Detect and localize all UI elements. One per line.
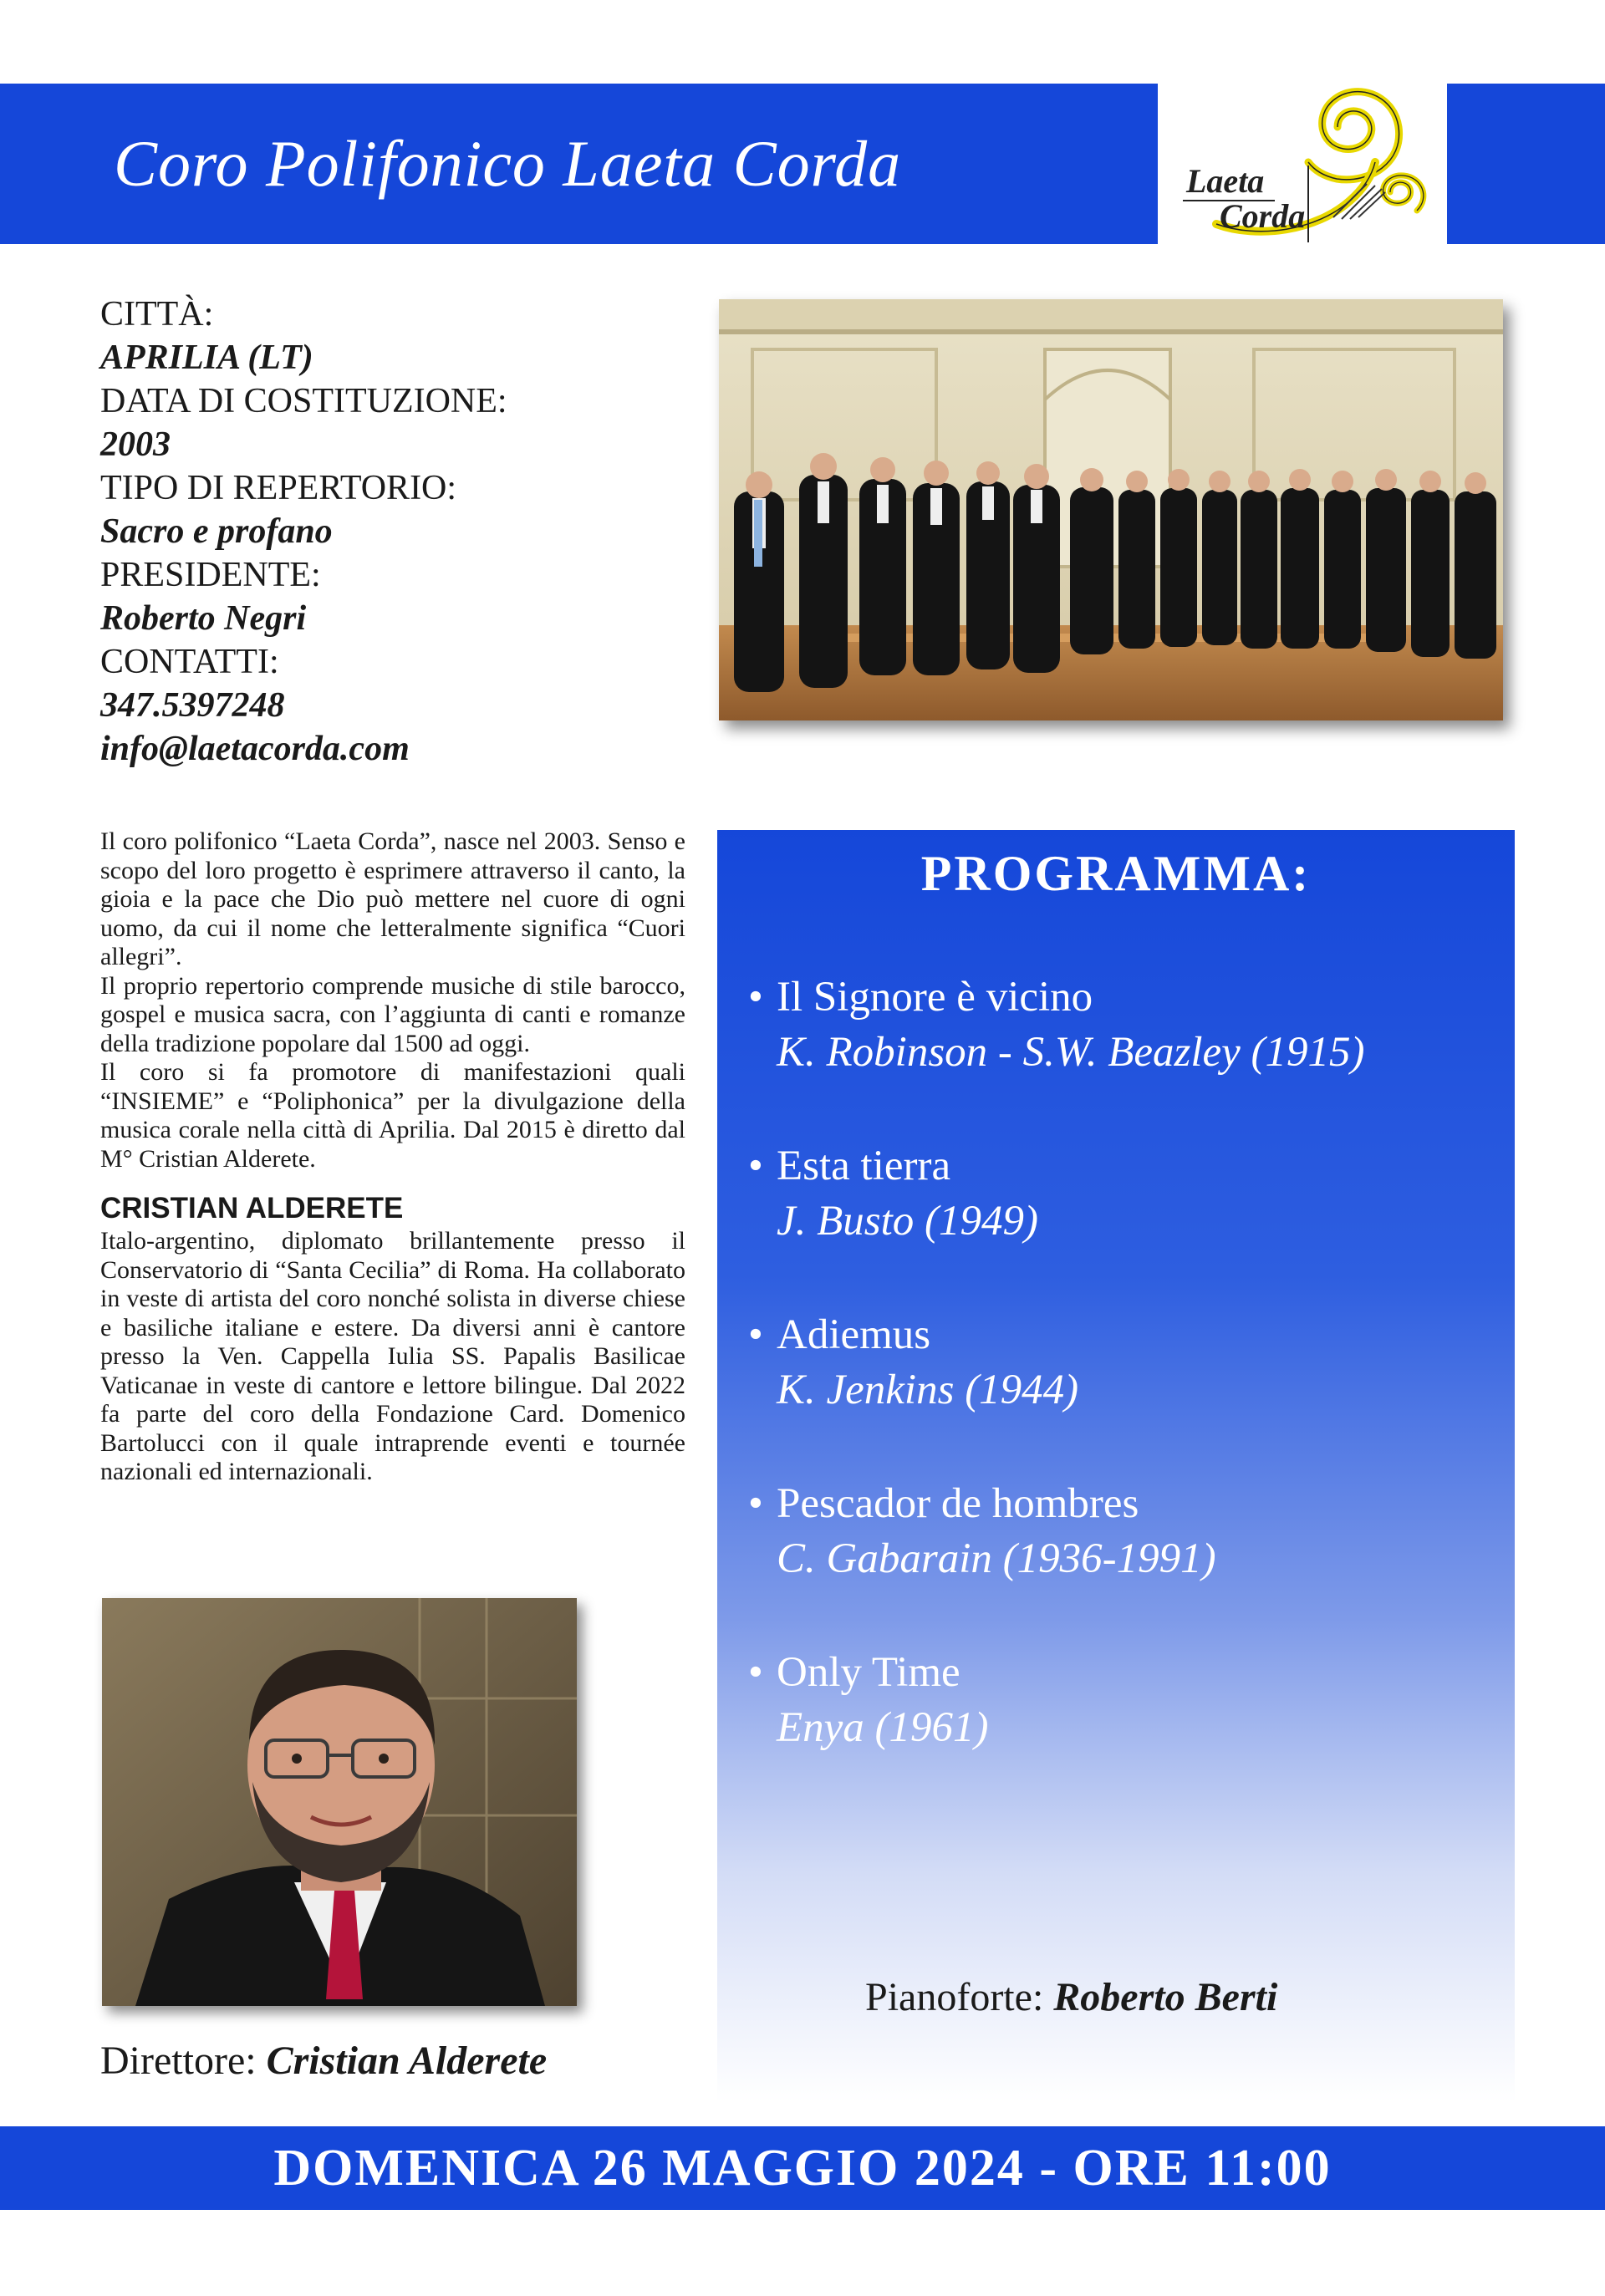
program-item-title: Pescador de hombres: [777, 1480, 1139, 1527]
president-label: PRESIDENTE:: [100, 556, 321, 594]
email-link[interactable]: info@laetacorda.com: [100, 730, 410, 768]
pianist-credit: [865, 1973, 1277, 2023]
program-item-title: Esta tierra: [777, 1143, 951, 1189]
program-item-title: Il Signore è vicino: [777, 974, 1093, 1021]
director-photo: [102, 1598, 577, 2006]
program-item: [748, 1307, 1501, 1418]
event-date-banner: DOMENICA 26 MAGGIO 2024 - ORE 11:00: [0, 2126, 1605, 2210]
bullet-icon: •: [748, 1480, 763, 1527]
bullet-icon: •: [748, 974, 763, 1021]
director-heading: CRISTIAN ALDERETE: [100, 1192, 404, 1224]
director-caption-name: Cristian Alderete: [266, 2039, 548, 2083]
program-item: [748, 1476, 1501, 1586]
bio-section: [100, 827, 685, 1487]
choir-photo: [719, 299, 1503, 720]
choir-paragraph: Il coro polifonico “Laeta Corda”, nasce nel 2003. Senso e scopo del loro progetto è esprimere attraverso il canto, la gioia e la pace che Dio può mettere nel cuore di ogni uomo, da cui il nome che letteralmente significa “Cuori allegri”.: [100, 827, 685, 970]
director-paragraph: Italo-argentino, diplomato brillantemente presso il Conservatorio di “Santa Cecilia” di Roma. Ha collaborato in veste di artista del coro nonché solista in diverse chiese e basiliche italiane e estere. Da diversi anni è cantore presso la Ven. Cappella Iulia SS. Papalis Basilicae Vaticanae in veste di cantore e lettore bilingue. Dal 2022 fa parte del coro della Fondazione Card. Domenico Bartolucci con il quale intraprende eventi e tournée nazionali ed internazionali.: [100, 1227, 685, 1485]
city-value: APRILIA (LT): [100, 339, 313, 377]
repertoire-label: TIPO DI REPERTORIO:: [100, 469, 457, 507]
program-heading: PROGRAMMA:: [920, 846, 1312, 901]
contacts-label: CONTATTI:: [100, 643, 279, 681]
founded-value: 2003: [100, 425, 171, 464]
choir-info: [100, 293, 685, 771]
bullet-icon: •: [748, 1143, 763, 1189]
bullet-icon: •: [748, 1311, 763, 1358]
program-item: [748, 970, 1501, 1080]
founded-label: DATA DI COSTITUZIONE:: [100, 382, 507, 420]
program-item-title: Adiemus: [777, 1311, 931, 1358]
choir-paragraph: Il proprio repertorio comprende musiche di stile barocco, gospel e musica sacra, con l’aggiunta di canti e romanze della tradizione popolare dal 1500 ad oggi.: [100, 971, 685, 1057]
program-item-composer: C. Gabarain (1936-1991): [777, 1535, 1216, 1582]
city-label: CITTÀ:: [100, 295, 214, 333]
president-value: Roberto Negri: [100, 599, 307, 638]
program-item-composer: Enya (1961): [777, 1704, 989, 1751]
program-item: [748, 1138, 1501, 1249]
program-item: [748, 1645, 1501, 1755]
choir-paragraph: Il coro si fa promotore di manifestazioni quali “INSIEME” e “Poliphonica” per la divulgazione della musica corale nella città di Aprilia. Dal 2015 è diretto dal M° Cristian Alderete.: [100, 1058, 685, 1173]
logo-text-corda: Corda: [1220, 197, 1306, 235]
program-item-composer: J. Busto (1949): [777, 1198, 1039, 1245]
program-item-composer: K. Jenkins (1944): [777, 1367, 1079, 1413]
pianist-name: Roberto Berti: [1053, 1975, 1278, 2019]
phone-number[interactable]: 347.5397248: [100, 686, 285, 725]
pianist-label: Pianoforte:: [865, 1975, 1044, 2019]
bullet-icon: •: [748, 1649, 763, 1696]
director-caption-label: Direttore:: [100, 2039, 257, 2083]
director-caption: [100, 2036, 547, 2086]
logo-text-laeta: Laeta: [1186, 162, 1265, 200]
repertoire-value: Sacro e profano: [100, 512, 333, 551]
page-title: Coro Polifonico Laeta Corda: [114, 127, 902, 200]
laeta-corda-logo: [1166, 75, 1442, 251]
program-item-composer: K. Robinson - S.W. Beazley (1915): [777, 1029, 1365, 1076]
program-item-title: Only Time: [777, 1649, 960, 1696]
header-bar-right: [1447, 84, 1605, 244]
